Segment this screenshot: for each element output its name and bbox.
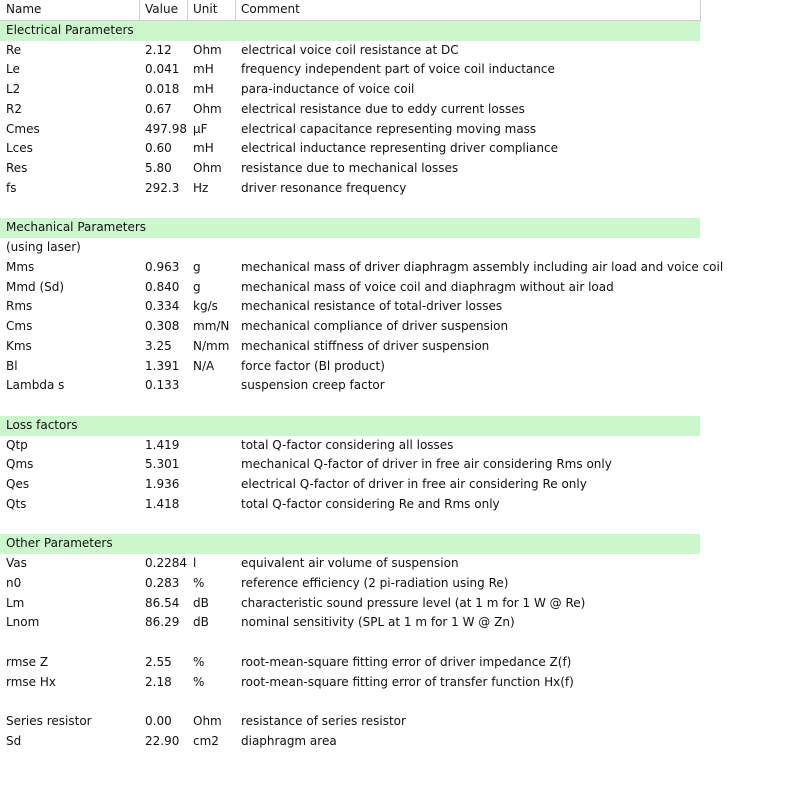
cell-name: Lces: [6, 141, 33, 156]
section-header: [0, 21, 700, 41]
header-unit: Unit: [193, 2, 218, 16]
spacer-row: [0, 692, 700, 712]
cell-value: 0.283: [145, 575, 180, 590]
cell-comment: characteristic sound pressure level (at 1 m for 1 W @ Re): [241, 595, 586, 610]
cell-name: Le: [6, 62, 20, 77]
cell-value: 1.391: [145, 358, 180, 373]
cell-value: 1.418: [145, 496, 180, 511]
cell-value: 0.60: [145, 141, 172, 156]
parameter-row: [0, 495, 700, 515]
cell-name: Re: [6, 42, 22, 57]
cell-value: 0.308: [145, 319, 180, 333]
parameter-row: [0, 712, 700, 732]
cell-name: L2: [6, 82, 21, 96]
cell-comment: mechanical mass of voice coil and diaphragm without air load: [241, 279, 614, 294]
cell-name: Kms: [6, 338, 32, 353]
parameter-row: [0, 732, 700, 752]
cell-value: 1.936: [145, 477, 180, 491]
cell-name: Series resistor: [6, 714, 92, 728]
parameter-row: [0, 139, 700, 159]
cell-comment: root-mean-square fitting error of driver impedance Z(f): [241, 654, 572, 669]
cell-name: rmse Hx: [6, 674, 56, 689]
column-divider: [187, 0, 188, 22]
cell-value: 1.419: [145, 437, 180, 452]
parameter-row: [0, 594, 700, 614]
cell-unit: mH: [193, 141, 214, 156]
section-title: Loss factors: [6, 417, 78, 432]
cell-value: 5.301: [145, 457, 180, 472]
cell-comment: total Q-factor considering Re and Rms only: [241, 496, 500, 511]
cell-unit: %: [193, 575, 205, 590]
cell-value: 2.55: [145, 654, 172, 669]
cell-value: 86.54: [145, 595, 180, 610]
cell-value: 497.98: [145, 121, 187, 136]
cell-unit: µF: [193, 121, 208, 136]
section-title: Other Parameters: [6, 536, 113, 551]
cell-comment: para-inductance of voice coil: [241, 82, 415, 96]
cell-value: 2.12: [145, 42, 172, 57]
cell-unit: Ohm: [193, 161, 222, 175]
cell-name: R2: [6, 101, 22, 116]
cell-value: 22.90: [145, 733, 180, 748]
cell-comment: mechanical resistance of total-driver losses: [241, 299, 503, 314]
parameter-row: [0, 159, 700, 179]
section-title: Mechanical Parameters: [6, 220, 147, 235]
cell-comment: force factor (Bl product): [241, 358, 385, 373]
cell-comment: mechanical stiffness of driver suspension: [241, 338, 490, 353]
cell-value: 86.29: [145, 615, 180, 630]
cell-comment: diaphragm area: [241, 733, 337, 748]
cell-value: 0.334: [145, 299, 180, 314]
cell-comment: frequency independent part of voice coil inductance: [241, 62, 555, 77]
cell-unit: g: [193, 279, 201, 294]
cell-name: Res: [6, 161, 28, 175]
parameter-row: [0, 337, 700, 357]
cell-name: Lnom: [6, 615, 40, 630]
cell-unit: %: [193, 674, 205, 689]
cell-name: Sd: [6, 733, 22, 748]
spacer-row: [0, 199, 700, 219]
spacer-row: [0, 396, 700, 416]
cell-name: Qms: [6, 457, 34, 472]
cell-comment: mechanical compliance of driver suspension: [241, 319, 509, 333]
cell-name: Qtp: [6, 437, 28, 452]
cell-value: 0.2284: [145, 556, 187, 570]
section-header: [0, 416, 700, 436]
cell-comment: suspension creep factor: [241, 378, 385, 393]
cell-name: Rms: [6, 299, 33, 314]
parameter-row: [0, 455, 700, 475]
parameter-row: [0, 100, 700, 120]
parameter-row: [0, 574, 700, 594]
cell-comment: resistance of series resistor: [241, 714, 406, 728]
header-value: Value: [145, 2, 178, 16]
parameter-row: [0, 297, 700, 317]
parameter-row: [0, 258, 724, 278]
cell-comment: nominal sensitivity (SPL at 1 m for 1 W @ Zn): [241, 615, 515, 630]
cell-comment: electrical capacitance representing moving mass: [241, 121, 537, 136]
cell-comment: electrical resistance due to eddy current losses: [241, 101, 525, 116]
cell-unit: kg/s: [193, 299, 218, 314]
cell-unit: mm/N: [193, 319, 230, 333]
cell-unit: mH: [193, 82, 214, 96]
parameter-row: [0, 60, 700, 80]
cell-unit: mH: [193, 62, 214, 77]
cell-comment: electrical inductance representing driver compliance: [241, 141, 558, 156]
cell-comment: reference efficiency (2 pi-radiation using Re): [241, 575, 509, 590]
column-divider: [700, 0, 701, 22]
parameter-row: [0, 278, 700, 298]
cell-name: Mmd (Sd): [6, 279, 65, 294]
cell-comment: mechanical mass of driver diaphragm assembly including air load and voice coil: [241, 259, 724, 274]
cell-name: n0: [6, 575, 22, 590]
cell-comment: total Q-factor considering all losses: [241, 437, 454, 452]
cell-name: Lambda s: [6, 378, 65, 393]
fit-error-row: [0, 673, 700, 693]
cell-unit: Ohm: [193, 101, 222, 116]
section-title: Electrical Parameters: [6, 22, 134, 37]
cell-value: 0.00: [145, 714, 172, 728]
parameter-row: [0, 120, 700, 140]
cell-comment: equivalent air volume of suspension: [241, 556, 459, 570]
cell-unit: Ohm: [193, 714, 222, 728]
parameter-row: [0, 41, 700, 61]
section-header: [0, 534, 700, 554]
cell-name: Lm: [6, 595, 25, 610]
cell-value: 0.67: [145, 101, 172, 116]
cell-name: Mms: [6, 259, 35, 274]
parameter-row: [0, 475, 700, 495]
cell-value: 5.80: [145, 161, 172, 175]
cell-unit: dB: [193, 595, 209, 610]
cell-unit: N/A: [193, 358, 215, 373]
cell-value: 2.18: [145, 674, 172, 689]
cell-value: 0.041: [145, 62, 180, 77]
cell-name: Cmes: [6, 121, 40, 136]
parameter-row: [0, 179, 700, 199]
table-header: [0, 0, 700, 21]
cell-name: fs: [6, 180, 17, 195]
parameter-row: [0, 554, 700, 574]
cell-name: Qts: [6, 496, 27, 511]
cell-unit: Ohm: [193, 42, 222, 57]
cell-name: Cms: [6, 319, 33, 333]
cell-value: 0.963: [145, 259, 180, 274]
section-header: [0, 218, 700, 238]
fit-error-row: [0, 653, 700, 673]
cell-unit: Hz: [193, 180, 209, 195]
parameter-row: [0, 376, 700, 396]
table-body: [0, 21, 724, 752]
cell-comment: mechanical Q-factor of driver in free air considering Rms only: [241, 457, 612, 472]
cell-unit: cm2: [193, 733, 219, 748]
cell-unit: dB: [193, 615, 209, 630]
cell-comment: electrical voice coil resistance at DC: [241, 42, 459, 57]
cell-value: 3.25: [145, 338, 172, 353]
cell-name: Vas: [6, 556, 27, 570]
cell-comment: driver resonance frequency: [241, 180, 407, 195]
cell-value: 0.840: [145, 279, 180, 294]
parameter-row: [0, 80, 700, 100]
parameter-row: [0, 357, 700, 377]
cell-unit: %: [193, 654, 205, 669]
cell-unit: l: [193, 556, 197, 570]
cell-unit: N/mm: [193, 338, 230, 353]
parameter-row: [0, 238, 700, 258]
spacer-row: [0, 515, 700, 535]
cell-name: Qes: [6, 477, 30, 491]
cell-value: 0.133: [145, 378, 180, 393]
cell-value: 0.018: [145, 82, 180, 96]
header-comment: Comment: [241, 2, 300, 16]
cell-unit: g: [193, 259, 201, 274]
header-name: Name: [6, 2, 42, 16]
parameter-row: [0, 613, 700, 633]
spacer-row: [0, 633, 700, 653]
cell-name: rmse Z: [6, 654, 49, 669]
column-divider: [235, 0, 236, 22]
cell-comment: electrical Q-factor of driver in free air considering Re only: [241, 477, 587, 491]
cell-name: (using laser): [6, 240, 81, 254]
column-divider: [139, 0, 140, 22]
parameter-row: [0, 436, 700, 456]
cell-value: 292.3: [145, 180, 180, 195]
cell-comment: root-mean-square fitting error of transfer function Hx(f): [241, 674, 574, 689]
cell-name: Bl: [6, 358, 18, 373]
cell-comment: resistance due to mechanical losses: [241, 161, 459, 175]
parameter-row: [0, 317, 700, 337]
